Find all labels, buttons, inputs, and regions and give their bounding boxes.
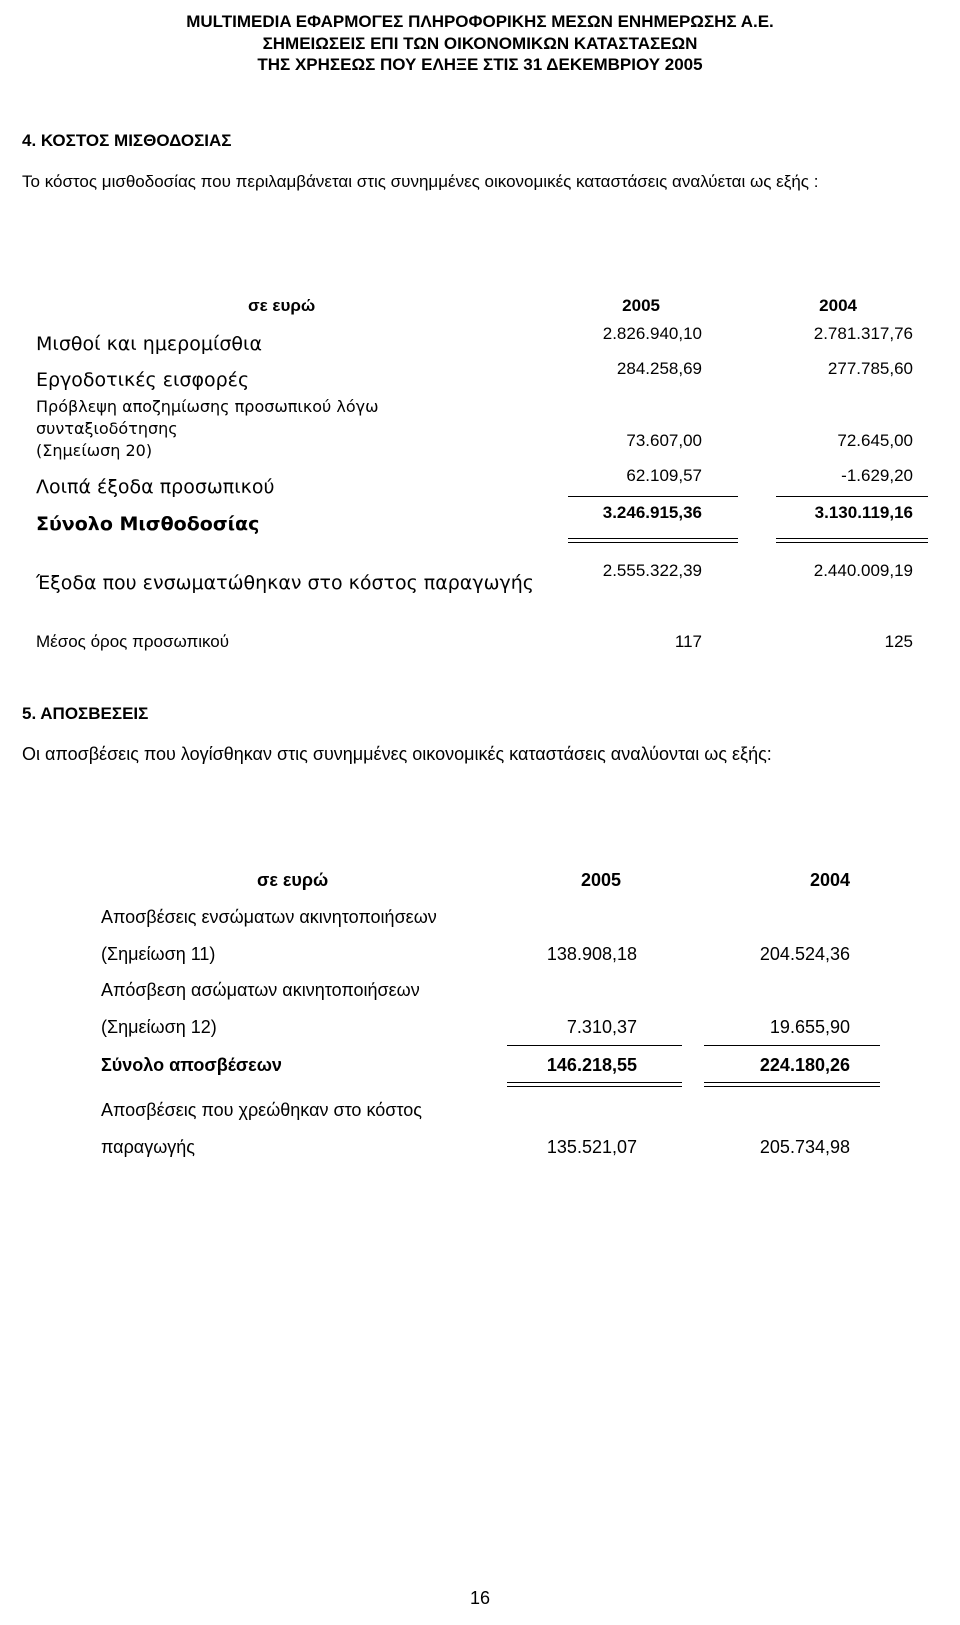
section-intro-depreciation: Οι αποσβέσεις που λογίσθηκαν στις συνημμένες οικονομικές καταστάσεις αναλύονται ως εξής: [22, 744, 772, 764]
row-label-salaries: Μισθοί και ημερομίσθια [36, 333, 262, 355]
depr-value-production-2004: 205.734,98 [759, 1137, 850, 1157]
row-label-retirement-provision-l2: συνταξιοδότησης [36, 419, 178, 438]
depr-value-tangible-2004: 204.524,36 [759, 944, 850, 964]
section-title-depreciation: 5. ΑΠΟΣΒΕΣΕΙΣ [22, 704, 149, 723]
section-intro-payroll: Το κόστος μισθοδοσίας που περιλαμβάνεται στις συνημμένες οικονομικές καταστάσεις αναλύεται ως εξής : [22, 172, 819, 191]
row-label-retirement-provision-l1: Πρόβλεψη αποζημίωσης προσωπικού λόγω [36, 397, 379, 416]
depr-column-header-2004: 2004 [809, 870, 850, 890]
value-average-headcount-2004: 125 [884, 632, 913, 651]
depr-subtotal-line-2004 [704, 1045, 880, 1046]
total-double-line-2004 [776, 538, 928, 543]
value-other-personnel-expenses-2004: -1.629,20 [841, 466, 913, 485]
value-retirement-provision-2005: 73.607,00 [626, 431, 702, 450]
depr-row-label-production-l1: Αποσβέσεις που χρεώθηκαν στο κόστος [101, 1100, 422, 1120]
period-title: ΤΗΣ ΧΡΗΣΕΩΣ ΠΟΥ ΕΛΗΞΕ ΣΤΙΣ 31 ΔΕΚΕΜΒΡΙΟΥ 2005 [257, 55, 703, 74]
value-retirement-provision-2004: 72.645,00 [837, 431, 913, 450]
depr-row-label-total: Σύνολο αποσβέσεων [101, 1055, 282, 1075]
depr-row-label-intangible-l1: Απόσβεση ασώματων ακινητοποιήσεων [101, 980, 420, 1000]
depr-value-total-2004: 224.180,26 [759, 1055, 850, 1075]
depr-column-header-2005: 2005 [580, 870, 621, 890]
value-employer-contributions-2004: 277.785,60 [827, 359, 913, 378]
notes-title: ΣΗΜΕΙΩΣΕΙΣ ΕΠΙ ΤΩΝ ΟΙΚΟΝΟΜΙΚΩΝ ΚΑΤΑΣΤΑΣΕΩΝ [262, 34, 698, 53]
subtotal-line-2005 [568, 496, 738, 497]
depr-row-label-tangible-l1: Αποσβέσεις ενσώματων ακινητοποιήσεων [101, 907, 437, 927]
row-label-other-personnel-expenses: Λοιπά έξοδα προσωπικού [36, 476, 275, 498]
value-salaries-2005: 2.826.940,10 [602, 324, 702, 343]
value-salaries-2004: 2.781.317,76 [813, 324, 913, 343]
column-header-2004: 2004 [819, 296, 857, 315]
depr-total-double-line-2004 [704, 1082, 880, 1087]
depr-total-double-line-2005 [507, 1082, 682, 1087]
value-capitalized-expenses-2005: 2.555.322,39 [602, 561, 702, 580]
column-header-2005: 2005 [622, 296, 660, 315]
page-number: 16 [469, 1588, 491, 1608]
row-label-payroll-total: Σύνολο Μισθοδοσίας [36, 513, 260, 535]
depr-column-header-currency: σε ευρώ [257, 870, 329, 890]
depr-value-total-2005: 146.218,55 [546, 1055, 637, 1075]
row-label-retirement-provision-l3: (Σημείωση 20) [36, 441, 153, 460]
value-average-headcount-2005: 117 [674, 632, 702, 651]
depr-subtotal-line-2005 [507, 1045, 682, 1046]
column-header-currency: σε ευρώ [248, 296, 316, 315]
section-title-payroll: 4. ΚΟΣΤΟΣ ΜΙΣΘΟΔΟΣΙΑΣ [22, 131, 232, 150]
company-title: MULTIMEDIA ΕΦΑΡΜΟΓΕΣ ΠΛΗΡΟΦΟΡΙΚΗΣ ΜΕΣΩΝ ΕΝΗΜΕΡΩΣΗΣ Α.Ε. [186, 12, 774, 31]
total-double-line-2005 [568, 538, 738, 543]
value-payroll-total-2004: 3.130.119,16 [814, 503, 913, 522]
depr-value-intangible-2004: 19.655,90 [769, 1017, 850, 1037]
depr-row-label-intangible-l2: (Σημείωση 12) [101, 1017, 217, 1037]
row-label-employer-contributions: Εργοδοτικές εισφορές [36, 369, 250, 391]
depr-value-tangible-2005: 138.908,18 [546, 944, 637, 964]
value-payroll-total-2005: 3.246.915,36 [602, 503, 702, 522]
depr-row-label-production-l2: παραγωγής [101, 1137, 195, 1157]
depr-value-production-2005: 135.521,07 [546, 1137, 637, 1157]
subtotal-line-2004 [776, 496, 928, 497]
depr-value-intangible-2005: 7.310,37 [566, 1017, 637, 1037]
value-capitalized-expenses-2004: 2.440.009,19 [813, 561, 913, 580]
value-employer-contributions-2005: 284.258,69 [616, 359, 702, 378]
row-label-average-headcount: Μέσος όρος προσωπικού [36, 632, 230, 651]
row-label-capitalized-expenses: Έξοδα που ενσωματώθηκαν στο κόστος παραγωγής [36, 572, 534, 594]
value-other-personnel-expenses-2005: 62.109,57 [626, 466, 702, 485]
depr-row-label-tangible-l2: (Σημείωση 11) [101, 944, 216, 964]
